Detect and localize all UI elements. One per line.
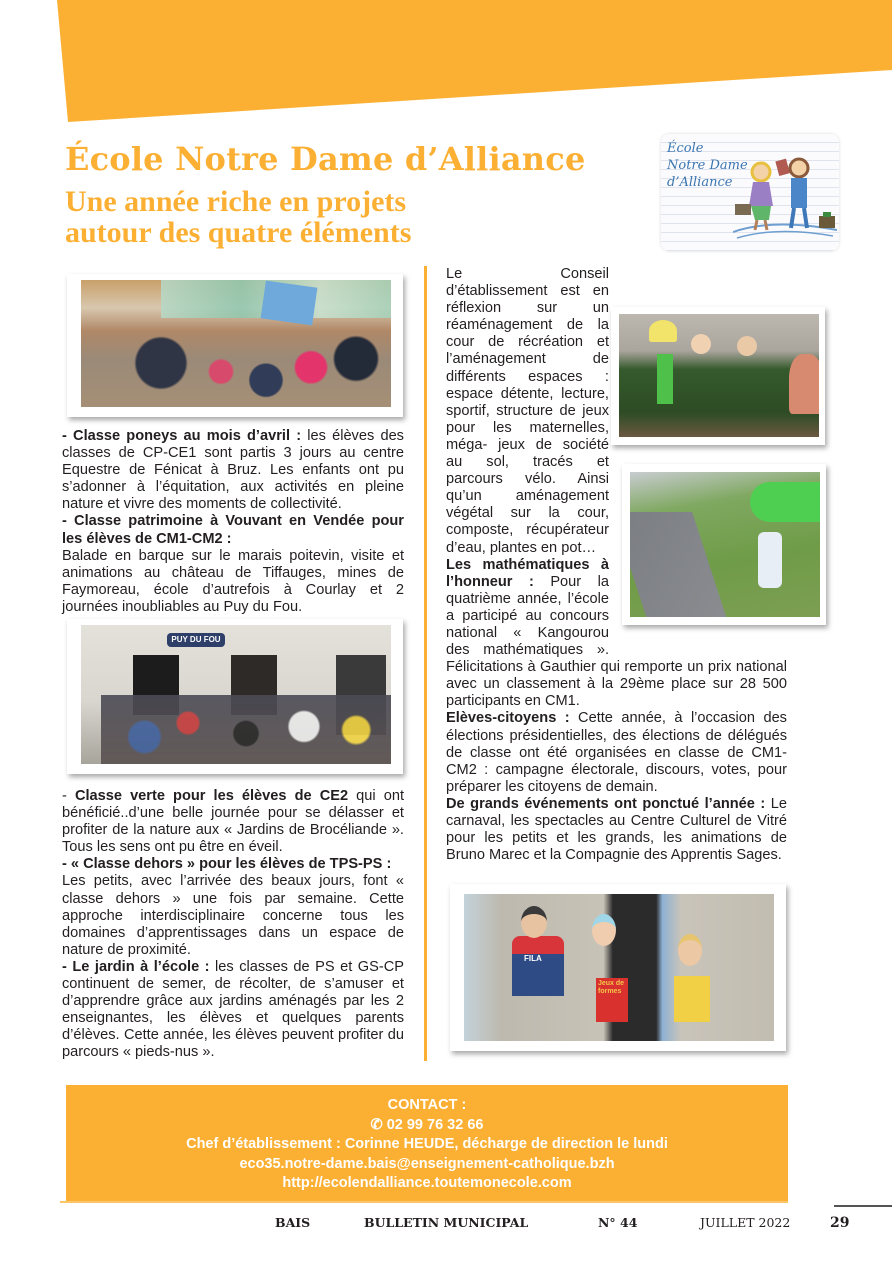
header-banner	[0, 0, 892, 125]
photo-kangourou-winners	[450, 884, 786, 1051]
contact-website[interactable]: http://ecolendalliance.toutemonecole.com	[282, 1175, 572, 1191]
flag-shape	[261, 281, 318, 326]
paragraph-classe-verte: - Classe verte pour les élèves de CE2 qui ont bénéficié..d’une belle journée pour se délasser et profiter de la nature aux « Jardins de Brocéliande ». Tous les sens ont pu être en éveil.	[62, 788, 405, 856]
right-column-text	[446, 266, 787, 864]
heading-jardin-ecole: - Le jardin à l’école :	[62, 958, 210, 975]
paragraph-jardin-ecole: - Le jardin à l’école : les classes de PS et GS-CP continuent de semer, de récolter, de s’amuser et d’apprendre grâce aux jardins aménagés par les 2 enseignantes, les élèves et quelques parents d’élèves. Cette année, les élèves peuvent profiter du parcours « pieds-nus ».	[62, 958, 404, 1061]
contact-heading: CONTACT :	[387, 1097, 467, 1113]
phone-icon: ✆	[370, 1116, 383, 1133]
paragraph-conseil-etablissement: Le Conseil d’établissement est en réflexion sur un réaménagement de la cour de récréation et l’aménagement de différents espaces : espace détente, lecture, sportif, structure de jeux pour les maternelles, méga- jeux de société au sol, tracés et parcours vélo. Ainsi qu’un aménagement végétal sur la cour, composte, récupérateur d’eau, plantes en pot…	[446, 266, 609, 556]
heading-eleves-citoyens: Elèves-citoyens :	[446, 710, 570, 727]
subtitle-line-2: autour des quatre éléments	[65, 216, 412, 249]
left-column-text-2	[62, 788, 404, 1062]
contact-director: Chef d’établissement : Corinne HEUDE, décharge de direction le lundi	[186, 1136, 668, 1152]
footer-divider	[60, 1201, 788, 1203]
left-column-text-1	[62, 428, 404, 616]
footer-town: BAIS	[275, 1215, 311, 1230]
logo-text: École Notre Dame d’Alliance	[667, 141, 748, 190]
contact-box	[66, 1085, 788, 1202]
footer-publication: BULLETIN MUNICIPAL	[364, 1215, 529, 1230]
book-jeux-de-formes: Jeux de formes	[596, 978, 628, 1022]
photo-classe-poneys	[67, 274, 403, 417]
heading-classe-verte: Classe verte pour les élèves de CE2	[74, 788, 349, 804]
page-number-rule	[834, 1205, 892, 1207]
contact-phone-row	[66, 1116, 788, 1136]
heading-grands-evenements: De grands événements ont ponctué l’année :	[446, 795, 766, 812]
footer-date: JUILLET 2022	[700, 1215, 791, 1230]
photo-poneys-image	[81, 280, 391, 407]
heading-classe-poneys: - Classe poneys au mois d’avril :	[62, 428, 302, 444]
contact-phone[interactable]: 02 99 76 32 66	[386, 1116, 484, 1133]
paragraph-classe-patrimoine: - Classe patrimoine à Vouvant en Vendée pour les élèves de CM1-CM2 : Balade en barque sur le marais poitevin, visite et animations au château de Tiffauges, mines de Faymoreau, école d’autrefois à Courlay et 2 journées inoubliables au Puy du Fou.	[62, 513, 404, 615]
footer-issue: N° 44	[598, 1215, 638, 1230]
photo-kangourou-image	[464, 894, 774, 1041]
heading-mathematiques: Les mathématiques à l’honneur :	[446, 556, 609, 590]
paragraph-grands-evenements: De grands événements ont ponctué l’année : Le carnaval, les spectacles au Centre Culturel de Vitré pour les petits et les grands, les animations de Bruno Marec et la Compagnie des Apprentis Sages.	[446, 795, 787, 864]
contact-email[interactable]: eco35.notre-dame.bais@enseignement-catholique.bzh	[239, 1155, 615, 1172]
page-subtitle	[65, 186, 411, 248]
puy-du-fou-sign: PUY DU FOU	[167, 633, 225, 647]
children-drawing-icon	[733, 154, 837, 246]
subtitle-line-1: Une année riche en projets	[65, 185, 407, 218]
paragraph-classe-poneys: - Classe poneys au mois d’avril : les élèves des classes de CP-CE1 sont partis 3 jours au centre Equestre de Fénicat à Bruz. Les enfants ont pu s’adonner à l’équitation, aux activités en pleine nature et vivre des moments de collectivité.	[62, 428, 404, 513]
heading-classe-patrimoine: - Classe patrimoine à Vouvant en Vendée pour les élèves de CM1-CM2 :	[62, 513, 404, 547]
photo-puy-du-fou-image	[81, 625, 391, 764]
shirt-label: FILA	[524, 954, 542, 963]
paragraph-eleves-citoyens: Elèves-citoyens : Cette année, à l’occasion des élections présidentielles, des élections de délégués de classe ont été organisées en classe de CM1-CM2 : campagne électorale, discours, votes, pour préparer les citoyens de demain.	[446, 710, 787, 795]
paragraph-classe-dehors: - « Classe dehors » pour les élèves de TPS-PS : Les petits, avec l’arrivée des beaux jours, font « classe dehors » une fois par semaine. Cette approche interdisciplinaire concerne tous les domaines d’apprentissages dans un espace de nature de proximité.	[62, 856, 404, 958]
photo-puy-du-fou	[67, 619, 403, 774]
page-number: 29	[830, 1215, 850, 1231]
heading-classe-dehors: - « Classe dehors » pour les élèves de TPS-PS :	[62, 856, 392, 873]
paragraph-mathematiques: Les mathématiques à l’honneur : Pour la quatrième année, l’école a participé au concours national « Kangourou des mathématiques ». Félicitations à Gauthier qui remporte un prix national avec un classement à la 29ème place sur 28 500 participants en CM1.	[446, 556, 787, 710]
school-logo	[661, 134, 839, 251]
page-title: École Notre Dame d’Alliance	[65, 140, 586, 178]
column-divider	[424, 266, 427, 1061]
